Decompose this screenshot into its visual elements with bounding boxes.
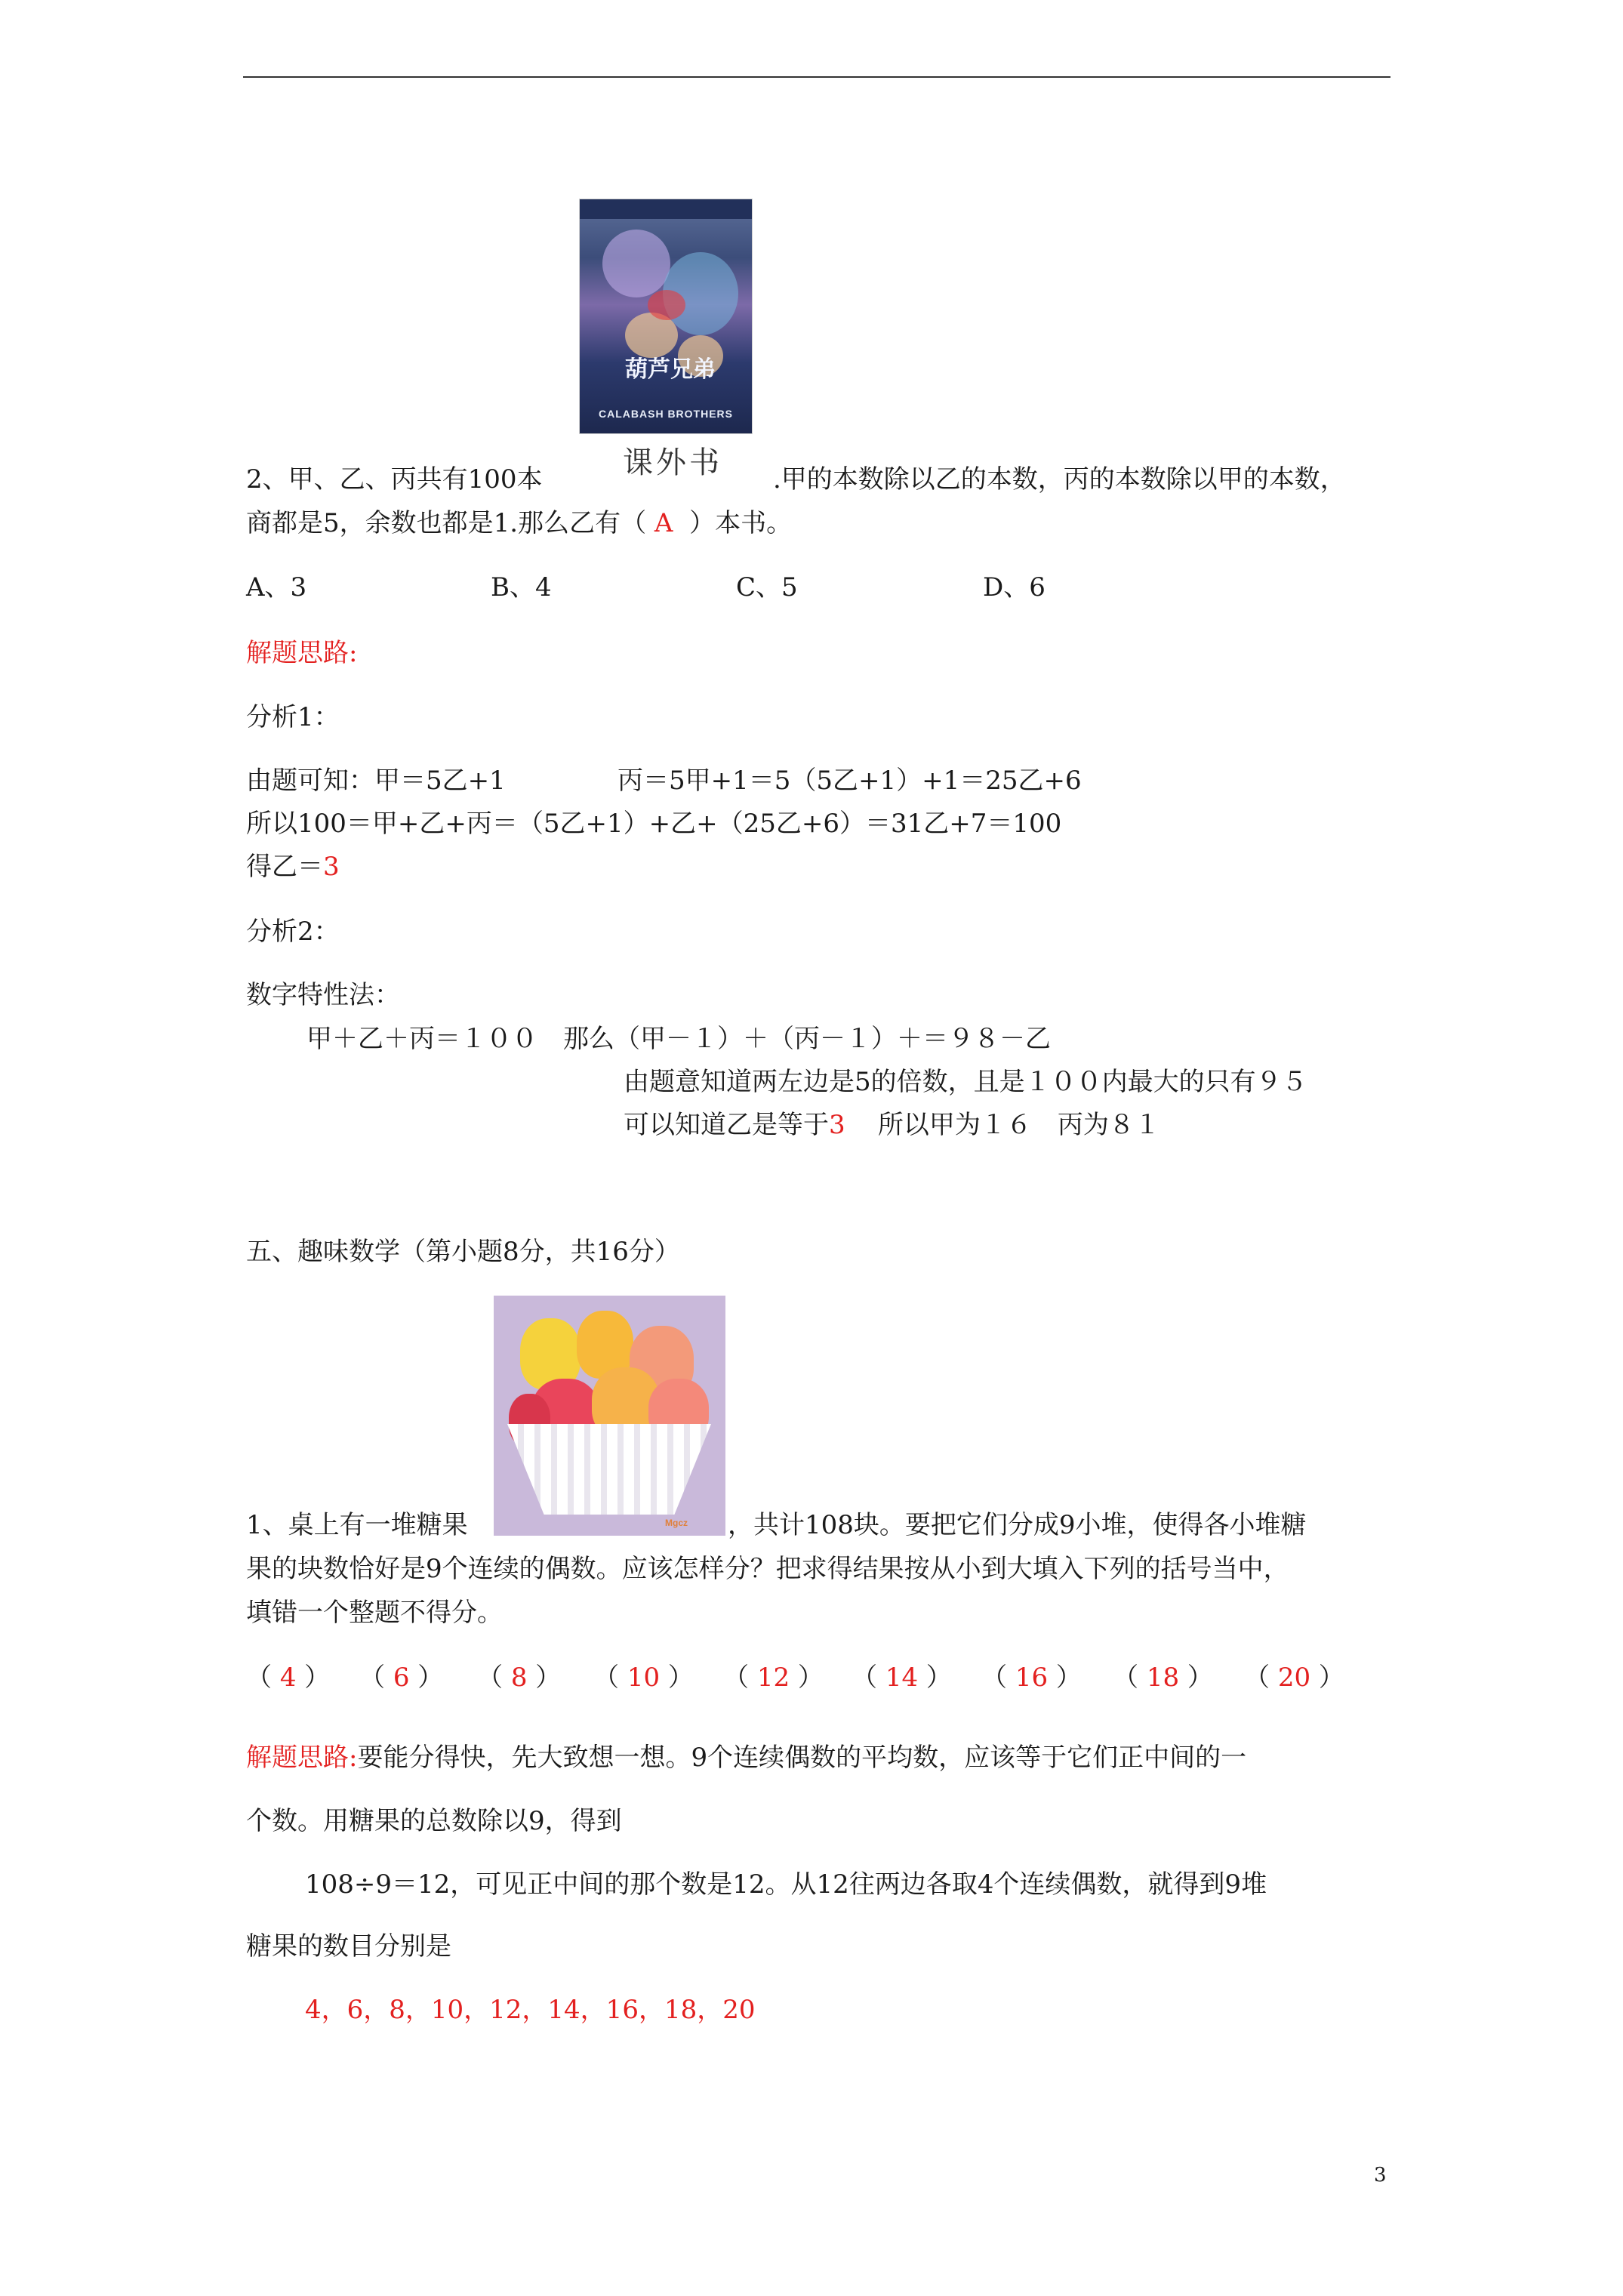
result-sequence: 4，6，8，10，12，14，16，18，20 xyxy=(305,1995,756,2025)
analysis1-line1-a: 由题可知：甲＝5乙+1 xyxy=(246,766,506,796)
image-logo: Mgcz xyxy=(665,1518,688,1528)
analysis1-line3: 得乙＝3 xyxy=(246,852,340,882)
analysis1-value: 3 xyxy=(323,852,340,882)
analysis2-label: 分析2： xyxy=(246,917,340,947)
analysis1-label: 分析1： xyxy=(246,702,340,732)
answer-blank-3: （ 8 ） xyxy=(477,1663,562,1693)
answer-blank-7: （ 16 ） xyxy=(981,1663,1082,1693)
answer-blank-1: （ 4 ） xyxy=(246,1663,331,1693)
analysis1-line1-b: 丙＝5甲+1＝5（5乙+1）+1＝25乙+6 xyxy=(617,766,1082,796)
method-label: 数字特性法： xyxy=(246,980,400,1010)
solution2-line2: 个数。用糖果的总数除以9，得到 xyxy=(246,1806,622,1836)
analysis2-line1: 甲＋乙＋丙＝１００ 那么（甲－１）＋（丙－１）＋＝９８－乙 xyxy=(306,1024,1051,1054)
solution2-line3: 108÷9＝12，可见正中间的那个数是12。从12往两边各取4个连续偶数，就得到9堆 xyxy=(305,1869,1267,1900)
answer-blank-6: （ 14 ） xyxy=(852,1663,952,1693)
solution2-label: 解题思路: xyxy=(246,1743,358,1773)
solution-label: 解题思路: xyxy=(246,638,358,668)
q2-answer: A xyxy=(654,508,673,538)
q1-line3: 填错一个整题不得分。 xyxy=(246,1598,503,1628)
q2-line2: 商都是5，余数也都是1.那么乙有（ A ）本书。 xyxy=(246,508,793,538)
poster-title-zh: 葫芦兄弟 xyxy=(625,356,716,383)
solution2-line1: 解题思路:要能分得快，先大致想一想。9个连续偶数的平均数，应该等于它们正中间的一 xyxy=(246,1743,1247,1773)
q2-line1-a: 2、甲、乙、丙共有100本 xyxy=(246,464,543,495)
option-d: D、6 xyxy=(983,572,1046,603)
book-caption-image: 课外书 xyxy=(623,445,722,480)
analysis2-value: 3 xyxy=(829,1110,845,1140)
answer-blank-5: （ 12 ） xyxy=(723,1663,824,1693)
answer-blank-4: （ 10 ） xyxy=(593,1663,694,1693)
q1-line2: 果的块数恰好是9个连续的偶数。应该怎样分？把求得结果按从小到大填入下列的括号当中， xyxy=(246,1554,1289,1584)
analysis2-line3: 可以知道乙是等于3 所以甲为１６ 丙为８１ xyxy=(624,1110,1160,1140)
answer-blank-8: （ 18 ） xyxy=(1113,1663,1213,1693)
header-rule xyxy=(243,76,1390,78)
option-b: B、4 xyxy=(491,572,552,603)
solution2-line4: 糖果的数目分别是 xyxy=(246,1931,451,1962)
gummy-bears-image xyxy=(494,1296,725,1536)
page-number: 3 xyxy=(1374,2164,1387,2187)
answer-blank-2: （ 6 ） xyxy=(359,1663,444,1693)
analysis2-line2: 由题意知道两左边是5的倍数，且是１００内最大的只有９５ xyxy=(624,1067,1307,1097)
calabash-brothers-poster-image xyxy=(580,199,752,433)
section5-heading: 五、趣味数学（第小题8分，共16分） xyxy=(246,1237,680,1267)
option-c: C、5 xyxy=(736,572,798,603)
q2-line1-b: .甲的本数除以乙的本数，丙的本数除以甲的本数， xyxy=(773,464,1346,495)
option-a: A、3 xyxy=(246,572,307,603)
q1-line1-a: 1、桌上有一堆糖果 xyxy=(246,1510,468,1540)
analysis1-line2: 所以100＝甲+乙+丙＝（5乙+1）+乙+（25乙+6）＝31乙+7＝100 xyxy=(246,809,1062,839)
answer-blank-9: （ 20 ） xyxy=(1244,1663,1344,1693)
q1-line1-b: ，共计108块。要把它们分成9小堆，使得各小堆糖 xyxy=(728,1510,1307,1540)
poster-title-en: CALABASH BROTHERS xyxy=(599,408,733,420)
